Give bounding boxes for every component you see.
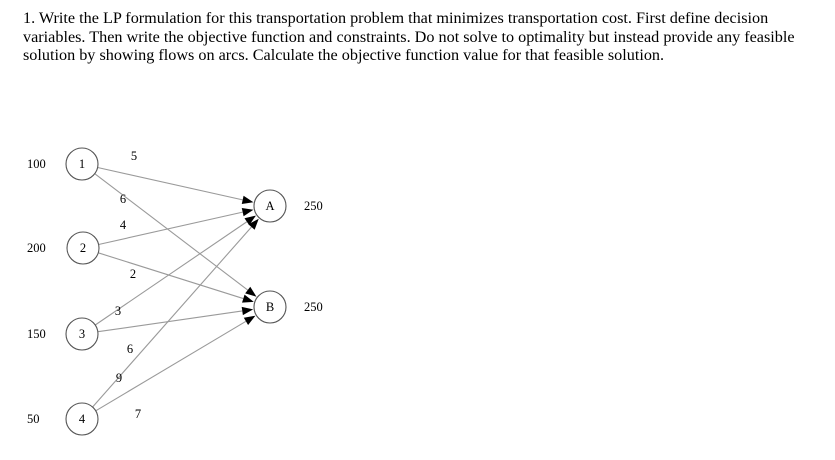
arrowhead: [242, 295, 254, 303]
supply-label: 200: [27, 240, 46, 255]
arc-cost-label: 6: [119, 191, 127, 206]
arrowhead: [244, 316, 256, 325]
question-text: 1. Write the LP formulation for this transportation problem that minimizes transportation cost. First define decision variables. Then write the objective function and constraints. Do not solve to optimality but instead provide any feasible solution by showing flows on arcs. Calculate the objective function value for that feasible solution.: [23, 9, 795, 65]
source-node-4: [66, 403, 98, 435]
arc-cost-label: 5: [130, 148, 138, 163]
demand-label: 250: [304, 299, 323, 314]
supply-label: 100: [27, 156, 46, 171]
destination-node-B: [254, 291, 286, 323]
source-node-2: [67, 232, 99, 264]
arc-cost-label: 3: [114, 303, 122, 318]
arc-3-B: [98, 307, 253, 332]
destination-node-label: A: [265, 198, 275, 213]
arc-cost-label: 2: [129, 266, 137, 281]
arrowhead: [242, 208, 254, 216]
source-node-label: 4: [78, 411, 86, 426]
source-node-1: [66, 148, 98, 180]
arc-cost-label: 7: [134, 406, 142, 421]
arc-2-B: [98, 253, 254, 303]
arrowhead: [242, 307, 253, 315]
arc-cost-label: 9: [115, 370, 123, 385]
source-node-label: 3: [78, 326, 86, 341]
source-node-label: 1: [78, 156, 86, 171]
destination-node-A: [254, 190, 286, 222]
arrowhead: [245, 287, 256, 297]
arc-4-B: [96, 316, 256, 411]
demand-label: 250: [304, 198, 323, 213]
source-node-3: [66, 318, 98, 350]
supply-label: 50: [27, 411, 40, 426]
destination-node-label: B: [265, 299, 275, 314]
supply-label: 150: [27, 326, 46, 341]
arc-line: [98, 253, 243, 299]
arc-line: [96, 321, 246, 410]
source-node-label: 2: [79, 240, 87, 255]
arrowhead: [242, 196, 254, 204]
arc-cost-label: 4: [119, 217, 127, 232]
arc-cost-label: 6: [126, 341, 134, 356]
